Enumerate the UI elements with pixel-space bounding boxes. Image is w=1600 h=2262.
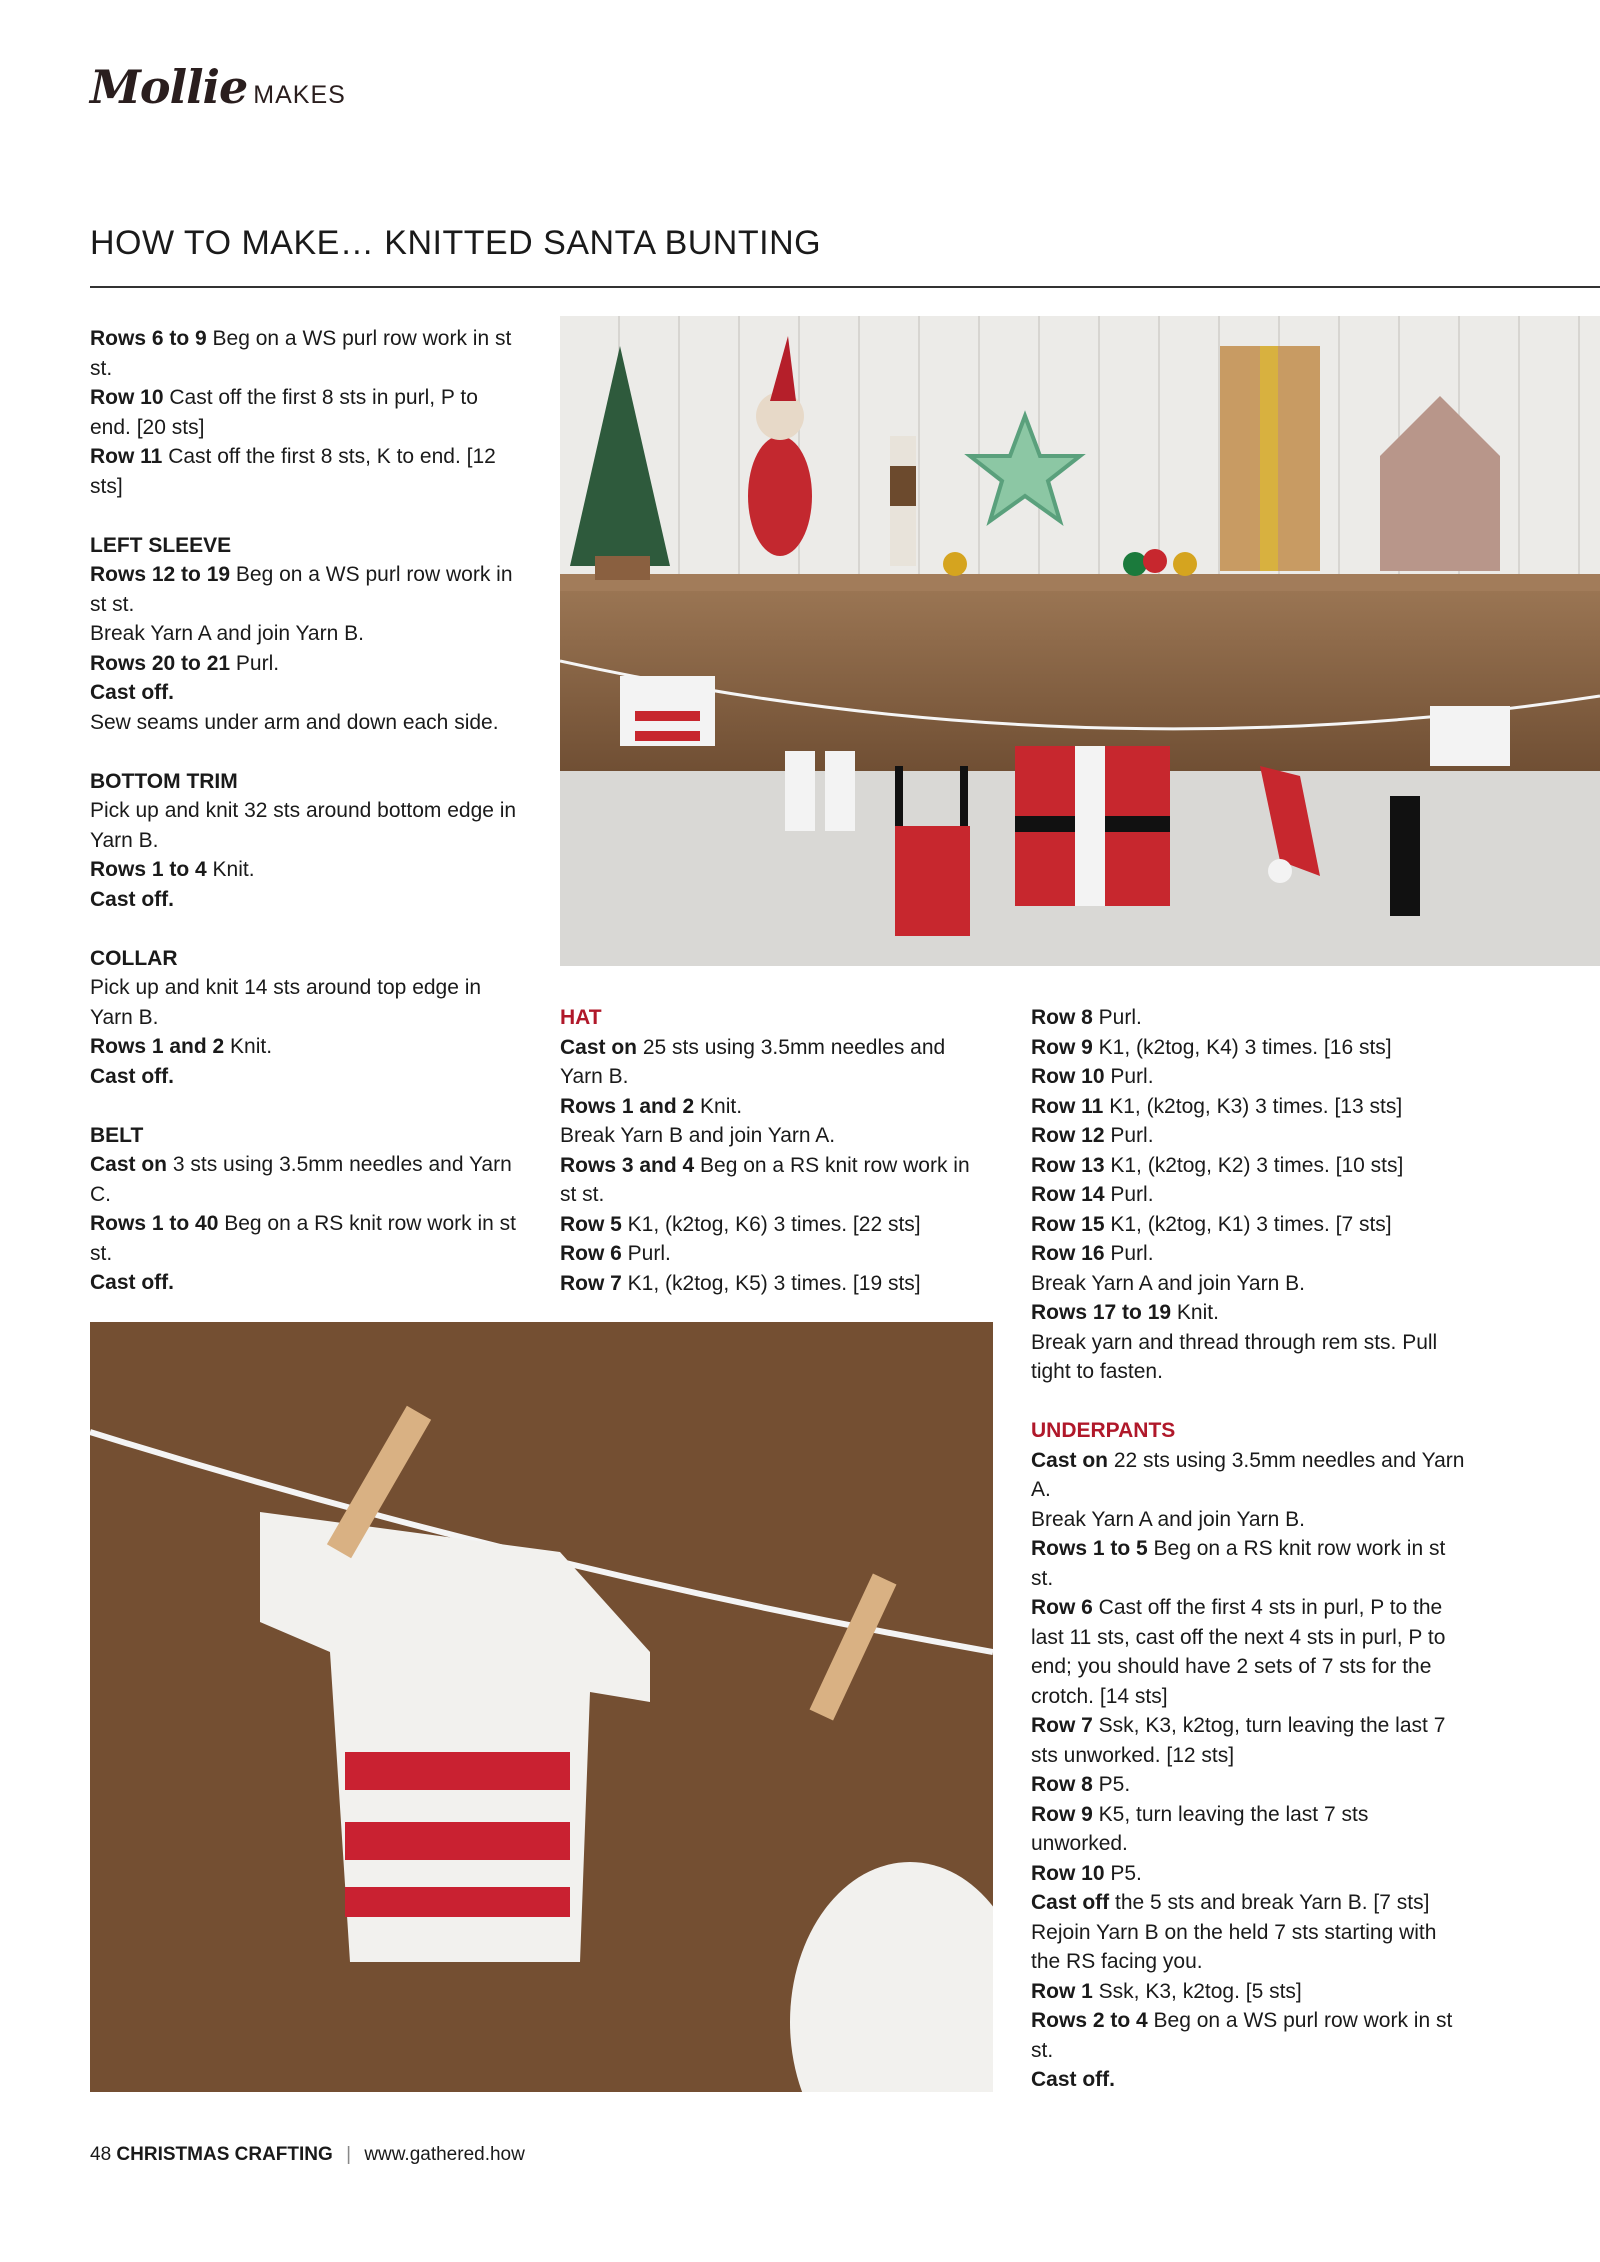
instruction-line bbox=[1031, 1328, 1471, 1387]
instruction-line bbox=[1031, 1918, 1471, 1977]
instruction-line bbox=[1031, 1505, 1471, 1535]
section-heading: UNDERPANTS bbox=[1031, 1419, 1176, 1442]
instruction-label: Row 12 bbox=[1031, 1124, 1105, 1147]
instruction-line bbox=[90, 708, 520, 738]
instruction-label: Cast off. bbox=[1031, 2068, 1115, 2091]
instruction-text: Break Yarn A and join Yarn B. bbox=[1031, 1507, 1305, 1531]
instruction-label: Rows 1 to 40 bbox=[90, 1212, 219, 1235]
instruction-line bbox=[90, 1062, 520, 1092]
instruction-text: Purl. bbox=[1092, 1006, 1142, 1029]
bunting-photo bbox=[560, 316, 1600, 966]
instruction-label: Row 8 bbox=[1031, 1773, 1093, 1796]
instruction-line bbox=[90, 678, 520, 708]
instruction-line bbox=[1031, 2006, 1471, 2065]
instruction-label: Row 9 bbox=[1031, 1802, 1093, 1826]
jumper-closeup-photo bbox=[90, 1322, 993, 2092]
page-title: HOW TO MAKE… KNITTED SANTA BUNTING bbox=[90, 224, 822, 262]
instruction-text: Ssk, K3, k2tog, turn leaving the last 7 sts unworked. [12 sts] bbox=[1031, 1714, 1446, 1767]
instruction-text: Sew seams under arm and down each side. bbox=[90, 710, 499, 734]
instruction-line bbox=[90, 1209, 520, 1268]
instructions-column-1 bbox=[90, 324, 520, 1298]
instruction-line bbox=[560, 1269, 990, 1299]
instruction-text: K1, (k2tog, K4) 3 times. [16 sts] bbox=[1092, 1035, 1392, 1059]
instruction-text: 22 sts using 3.5mm needles and Yarn A. bbox=[1031, 1448, 1465, 1501]
instruction-label: Cast on bbox=[90, 1153, 168, 1176]
spacer bbox=[90, 1091, 520, 1121]
instruction-text: Break Yarn B and join Yarn A. bbox=[560, 1124, 836, 1147]
instruction-label: Rows 17 to 19 bbox=[1031, 1301, 1172, 1324]
instruction-text: Beg on a WS purl row work in st st. bbox=[90, 563, 513, 616]
instruction-text: Break yarn and thread through rem sts. Pull tight to fasten. bbox=[1031, 1330, 1438, 1383]
instruction-line bbox=[560, 1151, 990, 1210]
instruction-text: Beg on a RS knit row work in st st. bbox=[1031, 1537, 1446, 1590]
instruction-text: Beg on a WS purl row work in st st. bbox=[90, 327, 512, 380]
instruction-label: Rows 1 to 4 bbox=[90, 858, 207, 881]
brand-logo bbox=[90, 60, 346, 114]
instruction-line bbox=[90, 973, 520, 1032]
instruction-text: Cast off the first 8 sts, K to end. [12 sts] bbox=[90, 445, 496, 498]
instruction-line bbox=[1031, 1151, 1471, 1181]
instruction-line bbox=[1031, 1593, 1471, 1711]
instruction-label: Row 11 bbox=[1031, 1094, 1104, 1118]
instruction-label: Cast off. bbox=[90, 681, 174, 704]
footer-separator: | bbox=[346, 2144, 352, 2165]
instruction-label: Row 7 bbox=[560, 1271, 622, 1295]
instruction-line bbox=[1031, 1269, 1471, 1299]
instruction-label: Rows 20 to 21 bbox=[90, 651, 231, 675]
instruction-label: Cast off bbox=[1031, 1891, 1110, 1914]
instruction-text: Pick up and knit 14 sts around top edge in Yarn B. bbox=[90, 976, 482, 1029]
instruction-label: Rows 1 to 5 bbox=[1031, 1537, 1148, 1560]
instruction-text: K1, (k2tog, K5) 3 times. [19 sts] bbox=[621, 1271, 921, 1295]
instruction-label: Row 7 bbox=[1031, 1714, 1093, 1737]
instruction-label: Rows 1 and 2 bbox=[560, 1094, 695, 1118]
instruction-text: Cast off the first 4 sts in purl, P to the last 11 sts, cast off the next 4 sts in purl, P to end; you should have 2 sets of 7 sts for the crotch. [14 sts] bbox=[1031, 1596, 1446, 1708]
instruction-line bbox=[1031, 1534, 1471, 1593]
instruction-line bbox=[90, 1150, 520, 1209]
instruction-label: Rows 12 to 19 bbox=[90, 563, 231, 586]
instruction-text: 3 sts using 3.5mm needles and Yarn C. bbox=[90, 1153, 512, 1206]
instruction-text: Purl. bbox=[1104, 1183, 1154, 1206]
instruction-line bbox=[90, 619, 520, 649]
instruction-text: K1, (k2tog, K3) 3 times. [13 sts] bbox=[1103, 1094, 1403, 1118]
instruction-label: Rows 2 to 4 bbox=[1031, 2009, 1148, 2032]
instruction-label: Row 15 bbox=[1031, 1212, 1105, 1236]
spacer bbox=[90, 501, 520, 531]
instruction-label: Cast on bbox=[560, 1035, 638, 1059]
instruction-line bbox=[90, 855, 520, 885]
instruction-label: Cast off. bbox=[90, 1064, 174, 1088]
instruction-label: Row 6 bbox=[1031, 1596, 1093, 1619]
instruction-line bbox=[1031, 1062, 1471, 1092]
instruction-text: Beg on a WS purl row work in st st. bbox=[1031, 2009, 1453, 2062]
instruction-line bbox=[90, 649, 520, 679]
instruction-label: Rows 1 and 2 bbox=[90, 1035, 225, 1058]
instruction-line bbox=[560, 1210, 990, 1240]
instruction-text: K1, (k2tog, K6) 3 times. [22 sts] bbox=[621, 1212, 921, 1236]
logo-script: Mollie bbox=[90, 60, 248, 114]
instruction-line bbox=[1031, 1446, 1471, 1505]
instruction-text: Purl. bbox=[230, 651, 280, 675]
instruction-label: Row 11 bbox=[90, 445, 163, 468]
instruction-line bbox=[1031, 1859, 1471, 1889]
instruction-text: P5. bbox=[1092, 1773, 1131, 1796]
spacer bbox=[1031, 1387, 1471, 1417]
instruction-line bbox=[1031, 1298, 1471, 1328]
instruction-line bbox=[90, 560, 520, 619]
footer-url[interactable]: www.gathered.how bbox=[364, 2144, 525, 2165]
spacer bbox=[90, 914, 520, 944]
instruction-label: Row 1 bbox=[1031, 1979, 1093, 2003]
instruction-label: Row 9 bbox=[1031, 1035, 1093, 1059]
instruction-label: Row 5 bbox=[560, 1212, 622, 1236]
instruction-line bbox=[1031, 2065, 1471, 2095]
section-heading: BOTTOM TRIM bbox=[90, 769, 238, 793]
instruction-text: Cast off the first 8 sts in purl, P to end. [20 sts] bbox=[90, 386, 478, 439]
instruction-text: Rejoin Yarn B on the held 7 sts starting with the RS facing you. bbox=[1031, 1920, 1437, 1973]
instruction-text: Purl. bbox=[1104, 1124, 1154, 1147]
instruction-text: Purl. bbox=[1104, 1065, 1154, 1088]
instruction-label: Rows 3 and 4 bbox=[560, 1153, 695, 1177]
instruction-line bbox=[90, 1268, 520, 1298]
instruction-line bbox=[90, 383, 520, 442]
instruction-line bbox=[560, 1239, 990, 1269]
section-heading: LEFT SLEEVE bbox=[90, 533, 232, 557]
instruction-line bbox=[1031, 1092, 1471, 1122]
instruction-line bbox=[1031, 1210, 1471, 1240]
page-footer bbox=[90, 2144, 525, 2166]
instruction-label: Row 10 bbox=[90, 386, 164, 409]
section-heading: COLLAR bbox=[90, 946, 178, 970]
instruction-line bbox=[90, 885, 520, 915]
instruction-line bbox=[90, 796, 520, 855]
instruction-line bbox=[1031, 1800, 1471, 1859]
instruction-text: Pick up and knit 32 sts around bottom edge in Yarn B. bbox=[90, 799, 517, 852]
instruction-line bbox=[560, 1121, 990, 1151]
instruction-text: Knit. bbox=[694, 1094, 743, 1118]
instruction-label: Row 8 bbox=[1031, 1006, 1093, 1029]
instruction-text: 25 sts using 3.5mm needles and Yarn B. bbox=[560, 1035, 946, 1088]
instruction-line bbox=[90, 442, 520, 501]
instruction-line bbox=[90, 1032, 520, 1062]
instruction-text: P5. bbox=[1104, 1861, 1142, 1885]
instruction-label: Row 14 bbox=[1031, 1183, 1105, 1206]
instruction-text: Ssk, K3, k2tog. [5 sts] bbox=[1092, 1979, 1302, 2003]
instruction-text: K1, (k2tog, K1) 3 times. [7 sts] bbox=[1104, 1212, 1392, 1236]
instruction-text: Beg on a RS knit row work in st st. bbox=[90, 1212, 516, 1265]
instruction-line bbox=[1031, 1239, 1471, 1269]
instruction-label: Row 16 bbox=[1031, 1242, 1105, 1265]
instruction-label: Row 10 bbox=[1031, 1861, 1105, 1885]
instruction-line bbox=[560, 1033, 990, 1092]
instruction-label: Row 6 bbox=[560, 1242, 622, 1265]
instruction-text: Beg on a RS knit row work in st st. bbox=[560, 1153, 970, 1206]
instruction-text: Knit. bbox=[1171, 1301, 1219, 1324]
instruction-text: Break Yarn A and join Yarn B. bbox=[1031, 1271, 1305, 1295]
instruction-label: Row 10 bbox=[1031, 1065, 1105, 1088]
instruction-line bbox=[90, 324, 520, 383]
instruction-line bbox=[1031, 1180, 1471, 1210]
instruction-text: Break Yarn A and join Yarn B. bbox=[90, 622, 364, 645]
instruction-text: Purl. bbox=[1104, 1242, 1154, 1265]
instruction-label: Cast off. bbox=[90, 887, 174, 911]
instruction-label: Cast off. bbox=[90, 1271, 174, 1294]
instruction-label: Row 13 bbox=[1031, 1153, 1105, 1177]
instruction-text: K1, (k2tog, K2) 3 times. [10 sts] bbox=[1104, 1153, 1404, 1177]
instruction-line bbox=[1031, 1888, 1471, 1918]
instruction-line bbox=[1031, 1033, 1471, 1063]
instruction-text: K5, turn leaving the last 7 sts unworked. bbox=[1031, 1802, 1369, 1855]
instruction-line bbox=[1031, 1711, 1471, 1770]
section-heading: BELT bbox=[90, 1123, 144, 1147]
title-divider bbox=[90, 286, 1600, 288]
instruction-text: Knit. bbox=[224, 1035, 273, 1058]
instruction-line bbox=[1031, 1977, 1471, 2007]
instruction-line bbox=[1031, 1770, 1471, 1800]
section-name: CHRISTMAS CRAFTING bbox=[116, 2144, 333, 2165]
instructions-column-2 bbox=[560, 1003, 990, 1298]
instruction-text: Purl. bbox=[621, 1242, 671, 1265]
instruction-text: Knit. bbox=[206, 858, 255, 881]
instruction-label: Rows 6 to 9 bbox=[90, 327, 207, 350]
section-heading: HAT bbox=[560, 1006, 602, 1029]
instruction-line bbox=[1031, 1121, 1471, 1151]
instruction-line bbox=[560, 1092, 990, 1122]
logo-word: MAKES bbox=[253, 81, 346, 109]
instruction-label: Cast on bbox=[1031, 1448, 1109, 1472]
instructions-column-3 bbox=[1031, 1003, 1471, 2095]
instruction-text: the 5 sts and break Yarn B. [7 sts] bbox=[1109, 1891, 1430, 1914]
page-number: 48 bbox=[90, 2144, 112, 2165]
spacer bbox=[90, 737, 520, 767]
instruction-line bbox=[1031, 1003, 1471, 1033]
